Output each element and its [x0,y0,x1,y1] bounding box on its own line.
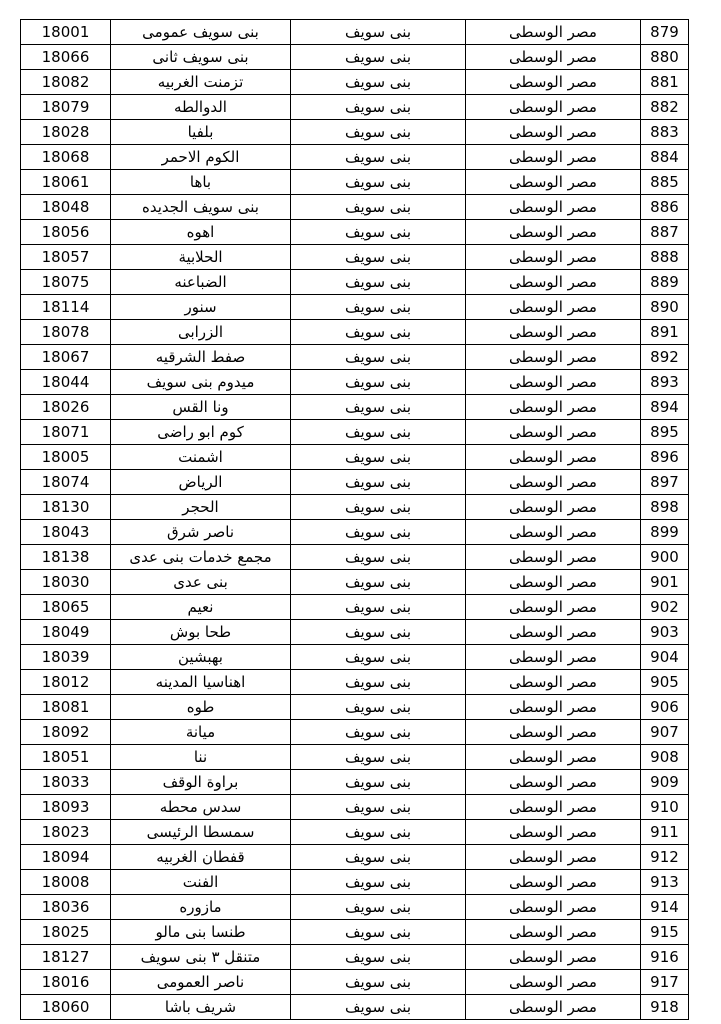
office-code-cell: 18067 [21,345,111,370]
governorate-cell: بنى سويف [291,870,466,895]
governorate-cell: بنى سويف [291,320,466,345]
row-number-cell: 879 [641,20,689,45]
office-code-cell: 18075 [21,270,111,295]
governorate-cell: بنى سويف [291,970,466,995]
governorate-cell: بنى سويف [291,845,466,870]
row-number-cell: 916 [641,945,689,970]
governorate-cell: بنى سويف [291,895,466,920]
governorate-cell: بنى سويف [291,145,466,170]
office-name-cell: ميانة [111,720,291,745]
office-code-cell: 18082 [21,70,111,95]
office-name-cell: باها [111,170,291,195]
table-row [21,920,689,945]
region-cell: مصر الوسطى [466,195,641,220]
region-cell: مصر الوسطى [466,345,641,370]
office-code-cell: 18012 [21,670,111,695]
row-number-cell: 906 [641,695,689,720]
row-number-cell: 910 [641,795,689,820]
governorate-cell: بنى سويف [291,295,466,320]
governorate-cell: بنى سويف [291,670,466,695]
region-cell: مصر الوسطى [466,95,641,120]
table-row [21,645,689,670]
office-code-cell: 18033 [21,770,111,795]
governorate-cell: بنى سويف [291,170,466,195]
region-cell: مصر الوسطى [466,895,641,920]
region-cell: مصر الوسطى [466,945,641,970]
region-cell: مصر الوسطى [466,320,641,345]
table-row [21,95,689,120]
office-code-cell: 18030 [21,570,111,595]
region-cell: مصر الوسطى [466,795,641,820]
table-row [21,220,689,245]
row-number-cell: 883 [641,120,689,145]
table-row [21,870,689,895]
region-cell: مصر الوسطى [466,970,641,995]
office-name-cell: بهبشين [111,645,291,670]
governorate-cell: بنى سويف [291,220,466,245]
office-name-cell: بلفيا [111,120,291,145]
table-row [21,545,689,570]
office-code-cell: 18016 [21,970,111,995]
governorate-cell: بنى سويف [291,520,466,545]
governorate-cell: بنى سويف [291,495,466,520]
office-code-cell: 18071 [21,420,111,445]
governorate-cell: بنى سويف [291,595,466,620]
governorate-cell: بنى سويف [291,745,466,770]
row-number-cell: 901 [641,570,689,595]
region-cell: مصر الوسطى [466,670,641,695]
region-cell: مصر الوسطى [466,420,641,445]
office-name-cell: ميدوم بنى سويف [111,370,291,395]
table-row [21,770,689,795]
governorate-cell: بنى سويف [291,345,466,370]
row-number-cell: 911 [641,820,689,845]
office-code-cell: 18079 [21,95,111,120]
region-cell: مصر الوسطى [466,870,641,895]
office-code-cell: 18043 [21,520,111,545]
region-cell: مصر الوسطى [466,745,641,770]
governorate-cell: بنى سويف [291,820,466,845]
office-name-cell: سمسطا الرئيسى [111,820,291,845]
office-name-cell: صفط الشرقيه [111,345,291,370]
region-cell: مصر الوسطى [466,695,641,720]
table-row [21,945,689,970]
governorate-cell: بنى سويف [291,570,466,595]
region-cell: مصر الوسطى [466,570,641,595]
governorate-cell: بنى سويف [291,95,466,120]
office-code-cell: 18028 [21,120,111,145]
table-row [21,370,689,395]
governorate-cell: بنى سويف [291,720,466,745]
governorate-cell: بنى سويف [291,370,466,395]
office-code-cell: 18005 [21,445,111,470]
table-row [21,470,689,495]
table-body [21,20,689,1020]
table-row [21,195,689,220]
office-name-cell: طوه [111,695,291,720]
table-row [21,995,689,1020]
office-code-cell: 18025 [21,920,111,945]
row-number-cell: 896 [641,445,689,470]
office-code-cell: 18044 [21,370,111,395]
office-name-cell: الزرابى [111,320,291,345]
governorate-cell: بنى سويف [291,770,466,795]
office-name-cell: بنى سويف عمومى [111,20,291,45]
row-number-cell: 905 [641,670,689,695]
governorate-cell: بنى سويف [291,120,466,145]
office-name-cell: الرياض [111,470,291,495]
office-name-cell: الفنت [111,870,291,895]
office-name-cell: قفطان الغربيه [111,845,291,870]
governorate-cell: بنى سويف [291,420,466,445]
row-number-cell: 886 [641,195,689,220]
office-code-cell: 18127 [21,945,111,970]
office-code-cell: 18130 [21,495,111,520]
table-row [21,520,689,545]
office-code-cell: 18060 [21,995,111,1020]
row-number-cell: 918 [641,995,689,1020]
governorate-cell: بنى سويف [291,245,466,270]
office-name-cell: ناصر شرق [111,520,291,545]
table-row [21,445,689,470]
row-number-cell: 884 [641,145,689,170]
office-code-cell: 18094 [21,845,111,870]
governorate-cell: بنى سويف [291,70,466,95]
row-number-cell: 917 [641,970,689,995]
table-row [21,395,689,420]
office-code-cell: 18023 [21,820,111,845]
office-code-cell: 18036 [21,895,111,920]
office-name-cell: بنى عدى [111,570,291,595]
table-row [21,595,689,620]
office-name-cell: متنقل ٣ بنى سويف [111,945,291,970]
row-number-cell: 889 [641,270,689,295]
office-code-cell: 18061 [21,170,111,195]
region-cell: مصر الوسطى [466,245,641,270]
region-cell: مصر الوسطى [466,595,641,620]
region-cell: مصر الوسطى [466,270,641,295]
office-code-cell: 18068 [21,145,111,170]
table-row [21,895,689,920]
office-code-cell: 18048 [21,195,111,220]
region-cell: مصر الوسطى [466,120,641,145]
governorate-cell: بنى سويف [291,545,466,570]
region-cell: مصر الوسطى [466,645,641,670]
office-name-cell: كوم ابو راضى [111,420,291,445]
table-row [21,570,689,595]
table-row [21,745,689,770]
office-name-cell: نعيم [111,595,291,620]
governorate-cell: بنى سويف [291,45,466,70]
region-cell: مصر الوسطى [466,45,641,70]
table-row [21,695,689,720]
governorate-cell: بنى سويف [291,195,466,220]
row-number-cell: 882 [641,95,689,120]
row-number-cell: 913 [641,870,689,895]
region-cell: مصر الوسطى [466,220,641,245]
governorate-cell: بنى سويف [291,395,466,420]
table-row [21,320,689,345]
office-code-cell: 18008 [21,870,111,895]
table-row [21,970,689,995]
row-number-cell: 881 [641,70,689,95]
office-name-cell: الدوالطه [111,95,291,120]
row-number-cell: 893 [641,370,689,395]
row-number-cell: 888 [641,245,689,270]
office-name-cell: براوة الوقف [111,770,291,795]
office-table [20,19,689,1020]
region-cell: مصر الوسطى [466,370,641,395]
row-number-cell: 891 [641,320,689,345]
office-code-cell: 18114 [21,295,111,320]
row-number-cell: 880 [641,45,689,70]
office-name-cell: سنور [111,295,291,320]
region-cell: مصر الوسطى [466,920,641,945]
office-code-cell: 18138 [21,545,111,570]
table-row [21,20,689,45]
region-cell: مصر الوسطى [466,395,641,420]
office-code-cell: 18026 [21,395,111,420]
region-cell: مصر الوسطى [466,20,641,45]
office-name-cell: الضباعنه [111,270,291,295]
office-name-cell: الكوم الاحمر [111,145,291,170]
office-name-cell: طحا بوش [111,620,291,645]
region-cell: مصر الوسطى [466,770,641,795]
table-row [21,620,689,645]
row-number-cell: 909 [641,770,689,795]
row-number-cell: 892 [641,345,689,370]
row-number-cell: 897 [641,470,689,495]
office-name-cell: سدس محطه [111,795,291,820]
governorate-cell: بنى سويف [291,945,466,970]
region-cell: مصر الوسطى [466,170,641,195]
row-number-cell: 908 [641,745,689,770]
table-row [21,345,689,370]
office-code-cell: 18049 [21,620,111,645]
table-row [21,145,689,170]
office-code-cell: 18001 [21,20,111,45]
region-cell: مصر الوسطى [466,720,641,745]
office-name-cell: شريف باشا [111,995,291,1020]
table-row [21,120,689,145]
office-name-cell: الحجر [111,495,291,520]
table-row [21,170,689,195]
office-name-cell: ونا القس [111,395,291,420]
office-name-cell: اهوه [111,220,291,245]
region-cell: مصر الوسطى [466,995,641,1020]
office-name-cell: ننا [111,745,291,770]
region-cell: مصر الوسطى [466,145,641,170]
region-cell: مصر الوسطى [466,495,641,520]
table-row [21,795,689,820]
office-code-cell: 18056 [21,220,111,245]
office-name-cell: بنى سويف الجديده [111,195,291,220]
row-number-cell: 890 [641,295,689,320]
region-cell: مصر الوسطى [466,470,641,495]
table-row [21,70,689,95]
office-code-cell: 18093 [21,795,111,820]
office-name-cell: اهناسيا المدينه [111,670,291,695]
row-number-cell: 914 [641,895,689,920]
governorate-cell: بنى سويف [291,445,466,470]
table-row [21,270,689,295]
office-code-cell: 18057 [21,245,111,270]
region-cell: مصر الوسطى [466,545,641,570]
table-row [21,845,689,870]
row-number-cell: 887 [641,220,689,245]
table-row [21,720,689,745]
office-name-cell: تزمنت الغربيه [111,70,291,95]
table-row [21,495,689,520]
governorate-cell: بنى سويف [291,270,466,295]
table-row [21,245,689,270]
office-name-cell: مجمع خدمات بنى عدى [111,545,291,570]
office-code-cell: 18078 [21,320,111,345]
governorate-cell: بنى سويف [291,20,466,45]
governorate-cell: بنى سويف [291,920,466,945]
office-name-cell: مازوره [111,895,291,920]
row-number-cell: 912 [641,845,689,870]
region-cell: مصر الوسطى [466,520,641,545]
office-name-cell: الحلابية [111,245,291,270]
governorate-cell: بنى سويف [291,645,466,670]
table-row [21,670,689,695]
row-number-cell: 899 [641,520,689,545]
governorate-cell: بنى سويف [291,795,466,820]
row-number-cell: 898 [641,495,689,520]
row-number-cell: 904 [641,645,689,670]
office-code-cell: 18066 [21,45,111,70]
office-code-cell: 18081 [21,695,111,720]
table-row [21,295,689,320]
office-name-cell: ناصر العمومى [111,970,291,995]
governorate-cell: بنى سويف [291,695,466,720]
governorate-cell: بنى سويف [291,470,466,495]
office-name-cell: اشمنت [111,445,291,470]
table-row [21,820,689,845]
row-number-cell: 915 [641,920,689,945]
row-number-cell: 907 [641,720,689,745]
office-code-cell: 18051 [21,745,111,770]
table-row [21,45,689,70]
region-cell: مصر الوسطى [466,845,641,870]
region-cell: مصر الوسطى [466,70,641,95]
region-cell: مصر الوسطى [466,620,641,645]
region-cell: مصر الوسطى [466,820,641,845]
row-number-cell: 895 [641,420,689,445]
table-row [21,420,689,445]
row-number-cell: 900 [641,545,689,570]
row-number-cell: 903 [641,620,689,645]
office-name-cell: طنسا بنى مالو [111,920,291,945]
governorate-cell: بنى سويف [291,620,466,645]
office-code-cell: 18092 [21,720,111,745]
governorate-cell: بنى سويف [291,995,466,1020]
office-code-cell: 18074 [21,470,111,495]
office-code-cell: 18039 [21,645,111,670]
office-code-cell: 18065 [21,595,111,620]
row-number-cell: 902 [641,595,689,620]
region-cell: مصر الوسطى [466,295,641,320]
region-cell: مصر الوسطى [466,445,641,470]
row-number-cell: 885 [641,170,689,195]
office-name-cell: بنى سويف ثانى [111,45,291,70]
row-number-cell: 894 [641,395,689,420]
